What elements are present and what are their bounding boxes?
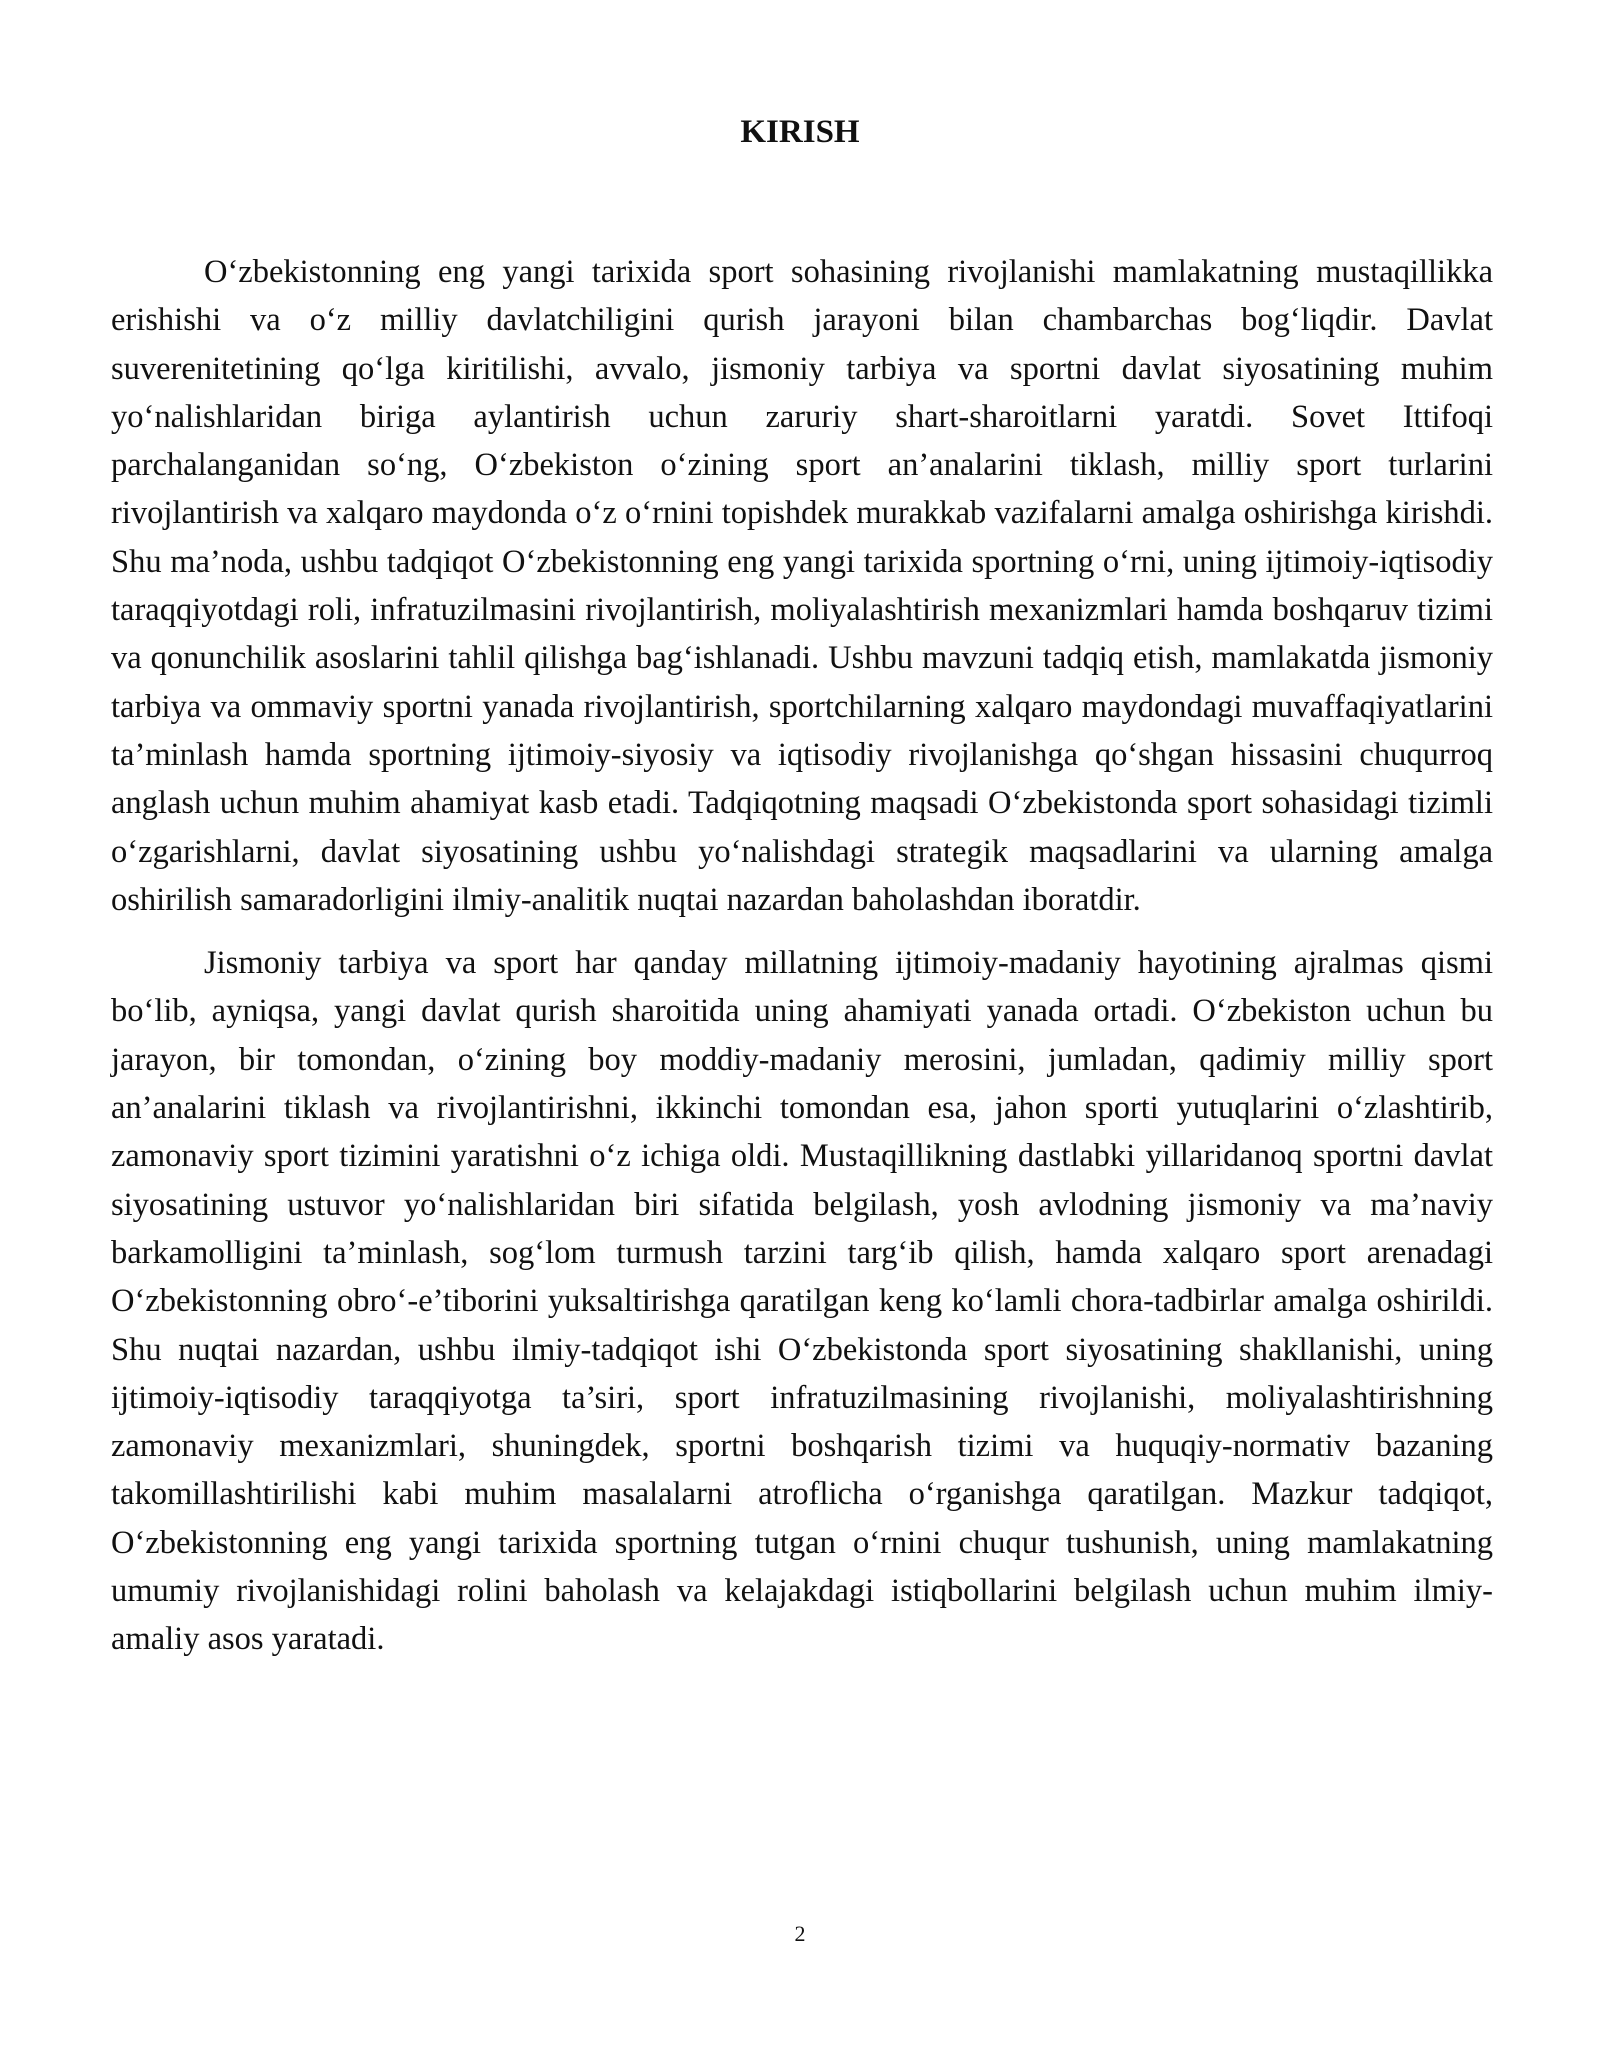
page-title: KIRISH [740,114,860,150]
paragraph-1: O‘zbekistonning eng yangi tarixida sport sohasining rivojlanishi mamlakatning mustaqillikka erishishi va o‘z milliy davlatchiligini qurish jarayoni bilan chambarchas bog‘liqdir. Davlat suverenitetining qo‘lga kiritilishi, avvalo, jismoniy tarbiya va sportni davlat siyosatining muhim yo‘nalishlaridan biriga aylantirish uchun zaruriy shart-sharoitlarni yaratdi. Sovet Ittifoqi parchalanganidan so‘ng, O‘zbekiston o‘zining sport an’analarini tiklash, milliy sport turlarini rivojlantirish va xalqaro maydonda o‘z o‘rnini topishdek murakkab vazifalarni amalga oshirishga kirishdi. Shu ma’noda, ushbu tadqiqot O‘zbekistonning eng yangi tarixida sportning o‘rni, uning ijtimoiy-iqtisodiy taraqqiyotdagi roli, infratuzilmasini rivojlantirish, moliyalashtirish mexanizmlari hamda boshqaruv tizimi va qonunchilik asoslarini tahlil qilishga bag‘ishlanadi. Ushbu mavzuni tadqiq etish, mamlakatda jismoniy tarbiya va ommaviy sportni yanada rivojlantirish, sportchilarning xalqaro maydondagi muvaffaqiyatlarini ta’minlash hamda sportning ijtimoiy-siyosiy va iqtisodiy rivojlanishga qo‘shgan hissasini chuqurroq anglash uchun muhim ahamiyat kasb etadi. Tadqiqotning maqsadi O‘zbekistonda sport sohasidagi tizimli o‘zgarishlarni, davlat siyosatining ushbu yo‘nalishdagi strategik maqsadlarini va ularning amalga oshirilish samaradorligini ilmiy-analitik nuqtai nazardan baholashdan iboratdir. [111,254,1493,918]
page-number: 2 [794,1921,806,1946]
paragraph-2: Jismoniy tarbiya va sport har qanday millatning ijtimoiy-madaniy hayotining ajralmas qismi bo‘lib, ayniqsa, yangi davlat qurish sharoitida uning ahamiyati yanada ortadi. O‘zbekiston uchun bu jarayon, bir tomondan, o‘zining boy moddiy-madaniy merosini, jumladan, qadimiy milliy sport an’analarini tiklash va rivojlantirishni, ikkinchi tomondan esa, jahon sporti yutuqlarini o‘zlashtirib, zamonaviy sport tizimini yaratishni o‘z ichiga oldi. Mustaqillikning dastlabki yillaridanoq sportni davlat siyosatining ustuvor yo‘nalishlaridan biri sifatida belgilash, yosh avlodning jismoniy va ma’naviy barkamolligini ta’minlash, sog‘lom turmush tarzini targ‘ib qilish, hamda xalqaro sport arenadagi O‘zbekistonning obro‘-e’tiborini yuksaltirishga qaratilgan keng ko‘lamli chora-tadbirlar amalga oshirildi. Shu nuqtai nazardan, ushbu ilmiy-tadqiqot ishi O‘zbekistonda sport siyosatining shakllanishi, uning ijtimoiy-iqtisodiy taraqqiyotga ta’siri, sport infratuzilmasining rivojlanishi, moliyalashtirishning zamonaviy mexanizmlari, shuningdek, sportni boshqarish tizimi va huquqiy-normativ bazaning takomillashtirilishi kabi muhim masalalarni atroflicha o‘rganishga qaratilgan. Mazkur tadqiqot, O‘zbekistonning eng yangi tarixida sportning tutgan o‘rnini chuqur tushunish, uning mamlakatning umumiy rivojlanishidagi rolini baholash va kelajakdagi istiqbollarini belgilash uchun muhim ilmiy-amaliy asos yaratadi. [111,945,1493,1658]
document-body [111,248,1493,1679]
